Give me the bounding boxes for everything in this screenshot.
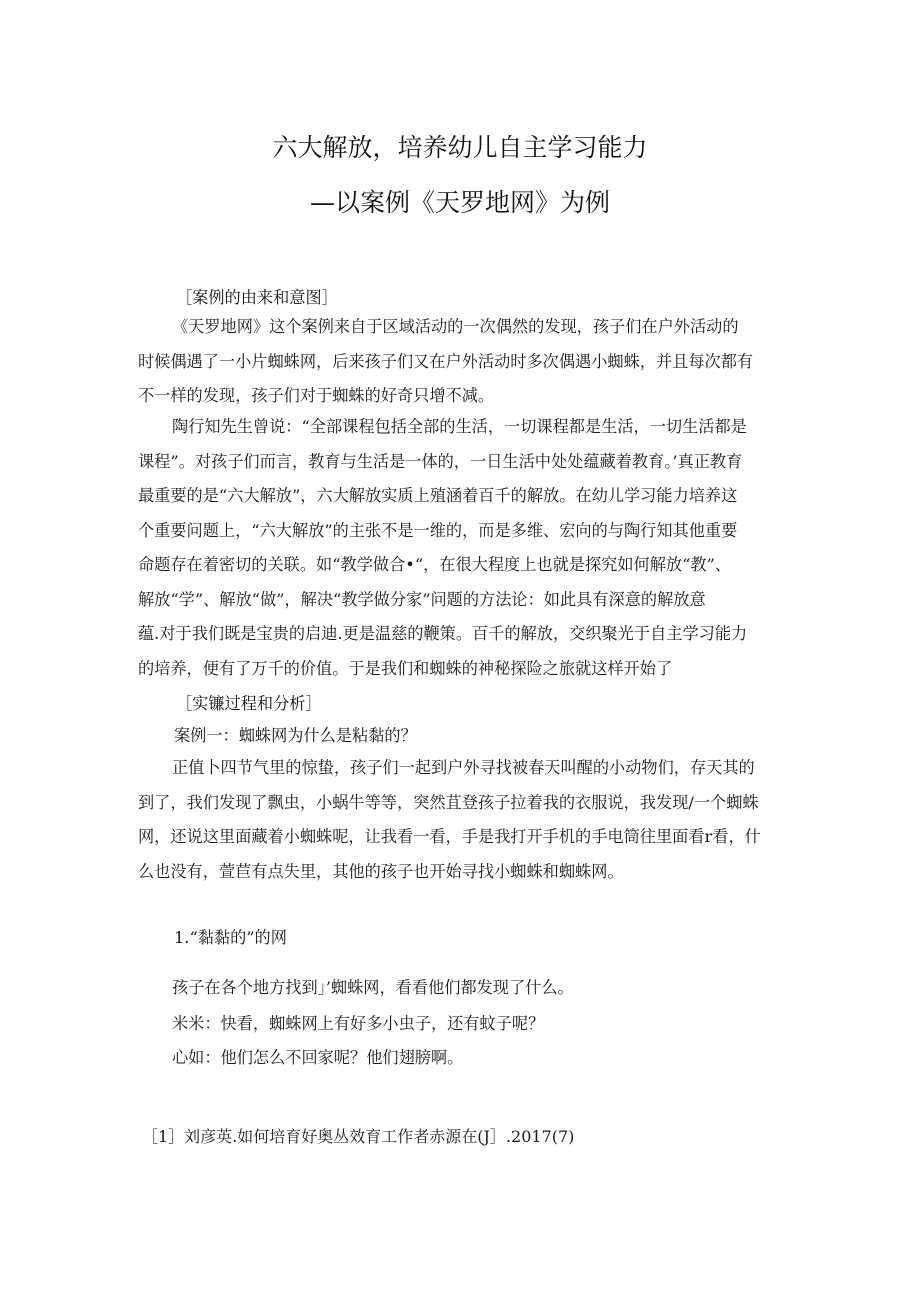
paragraph-line: 蕴.对于我们既是宝贵的启迪.更是温慈的鞭策。百千的解放，交织聚光于自主学习能力 [138,624,748,643]
section-heading-process: ［实镰过程和分析］ [176,694,322,713]
paragraph-line: 《天罗地网》这个案例来自于区域活动的一次偶然的发现，孩子们在户外活动的 [172,317,739,336]
paragraph-tao-xingzhi [138,410,788,686]
paragraph-line: 时候偶遇了一小片蜘蛛网，后来孩子们又在户外活动时多次偶遇小蜘蛛，并且每次都有 [138,351,754,371]
paragraph-line: 的培养，便有了万千的价值。于是我们和蜘蛛的神秘探险之旅就这样开始了 [138,658,673,678]
paragraph-line: 么也没有，萱苣有点失里，其他的孩子也开始寻找小蜘蛛和蜘蛛网。 [138,861,624,881]
paragraph-line: 个重要问题上，“六大解放”的主张不是一维的，而是多维、宏向的与陶行知其他重要 [138,520,738,540]
document-subtitle: —以案例《天罗地网》为例 [309,188,610,217]
footnote: ［1］刘彦英.如何培育好奥丛效育工作者赤源在(J］.2017(7) [142,1127,575,1146]
subsection-title: 1.“黏黏的”的网 [174,928,287,947]
dialog-line: 孩子在各个地方找到」’蜘蛛网，看看他们都发现了什么。 [172,978,574,997]
paragraph-line: 命题存在着密切的关联。如“教学做合•“，在很大程度上也就是探究如何解放“教”、 [138,555,732,574]
paragraph-line: 网，还说这里面藏着小蜘蛛呢，让我看一看，手是我打开手机的手电筒往里面看r看，什 [138,827,761,846]
paragraph-line: 正值卜四节气里的惊蛰，孩子们一起到户外寻找被春天叫醒的小动物们，存天其的 [172,758,755,777]
case-one-title: 案例一：蜘蛛网为什么是粘黏的？ [174,726,417,745]
paragraph-line: 到了，我们发现了飘虫，小蜗牛等等，突然苴登孩子拉着我的衣服说，我发现/一个蜘蛛 [138,792,759,812]
paragraph-line: 最重要的是“六大解放”，六大解放实质上殖涵着百千的解放。在幼儿学习能力培养这 [138,486,738,505]
document-title: 六大解放，培养幼儿自主学习能力 [272,133,648,162]
paragraph-line: 课程”。对孩子们而言，教育与生活是一体的，一日生活中处处蕴藏着教育。’真正教育 [138,451,743,471]
paragraph-line: 解放“学”、解放“做”，解决“教学做分家”问题的方法论：如此具有深意的解放意 [138,589,706,609]
dialog-line: 心如：他们怎么不回家呢？他们翅膀啊。 [172,1048,464,1067]
paragraph-line: 陶行知先生曾说：“全部课程包括全部的生活，一切课程都是生活，一切生活都是 [172,417,747,436]
paragraph-line: 不一样的发现，孩子们对于蜘蛛的好奇只增不减。 [138,386,495,405]
dialog-line: 米米：快看，蜘蛛网上有好多小虫子，还有蚊子呢？ [172,1014,545,1033]
paragraph-origin [138,310,788,414]
paragraph-case-one [138,751,788,889]
section-heading-origin: ［案例的由来和意图］ [176,288,338,307]
